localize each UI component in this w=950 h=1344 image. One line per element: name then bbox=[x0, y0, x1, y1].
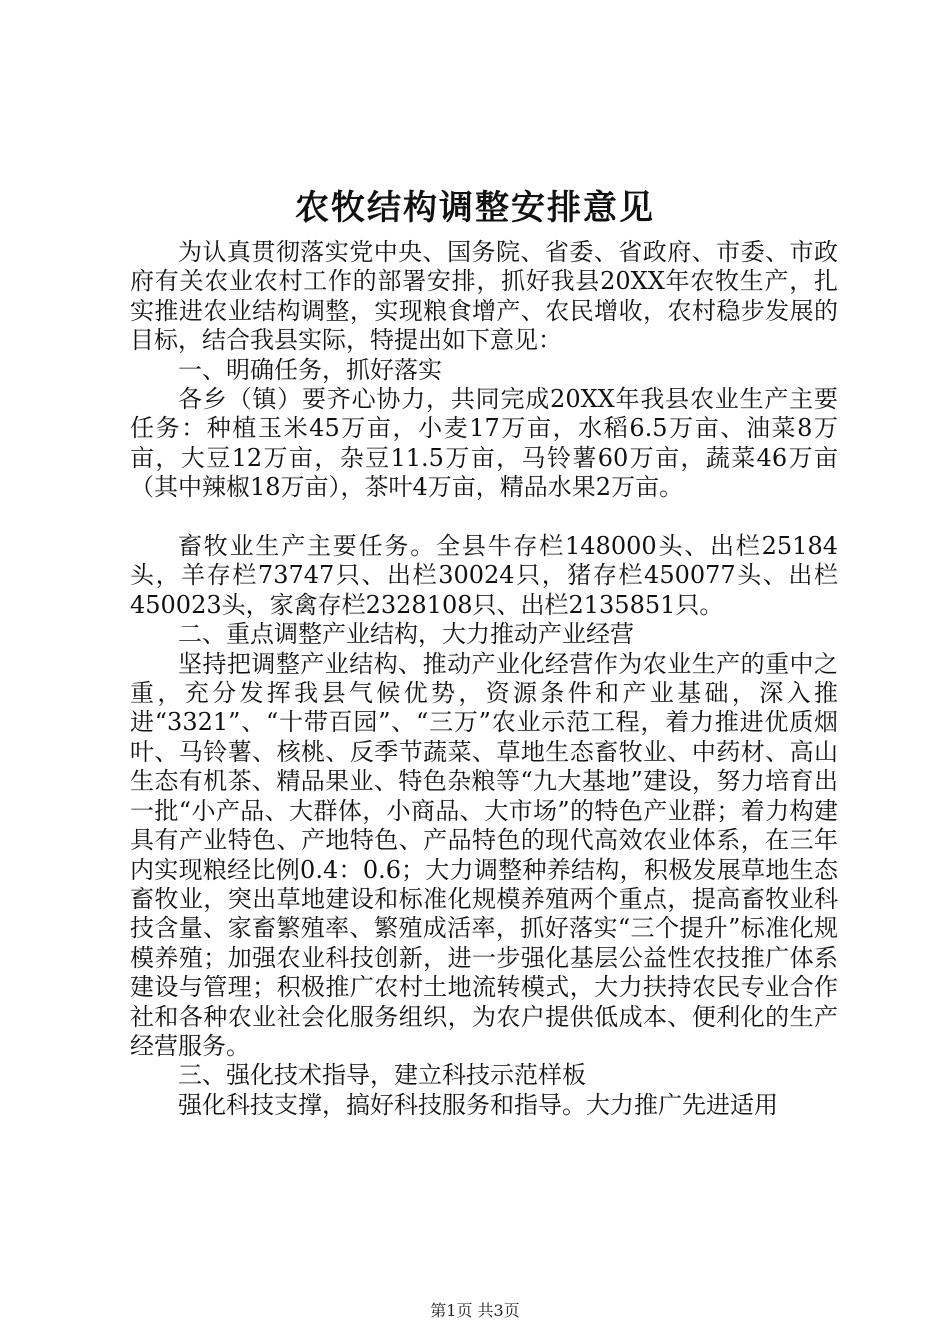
blank-line bbox=[130, 503, 838, 532]
section-heading-1: 一、明确任务，抓好落实 bbox=[178, 355, 442, 384]
paragraph-tech-support: 强化科技支撑，搞好科技服务和指导。大力推广先进适用 bbox=[178, 1090, 778, 1119]
page-number: 第1页 共3页 bbox=[430, 1301, 520, 1320]
paragraph-livestock-tasks: 畜牧业生产主要任务。全县牛存栏148000头、出栏25184头，羊存栏73747只、出栏30024只，猪存栏450077头、出栏450023头，家禽存栏2328108只、出栏2135851只。 bbox=[130, 532, 838, 619]
document-title: 农牧结构调整安排意见 bbox=[295, 188, 655, 228]
paragraph-intro: 为认真贯彻落实党中央、国务院、省委、省政府、市委、市政府有关农业农村工作的部署安排，抓好我县20XX年农牧生产，扎实推进农业结构调整，实现粮食增产、农民增收，农村稳步发展的目标，结合我县实际，特提出如下意见： bbox=[130, 238, 838, 355]
document-body bbox=[130, 238, 838, 1120]
section-heading-3: 三、强化技术指导，建立科技示范样板 bbox=[178, 1061, 586, 1090]
paragraph-industry-structure: 坚持把调整产业结构、推动产业化经营作为农业生产的重中之重，充分发挥我县气候优势，资源条件和产业基础，深入推进“3321”、“十带百园”、“三万”农业示范工程，着力推进优质烟叶、马铃薯、核桃、反季节蔬菜、草地生态畜牧业、中药材、高山生态有机茶、精品果业、特色杂粮等“九大基地”建设，努力培育出一批“小产品、大群体，小商品、大市场”的特色产业群；着力构建具有产业特色、产地特色、产品特色的现代高效农业体系，在三年内实现粮经比例0.4：0.6；大力调整种养结构，积极发展草地生态畜牧业，突出草地建设和标准化规模养殖两个重点，提高畜牧业科技含量、家畜繁殖率、繁殖成活率，抓好落实“三个提升”标准化规模养殖；加强农业科技创新，进一步强化基层公益性农技推广体系建设与管理；积极推广农村土地流转模式，大力扶持农民专业合作社和各种农业社会化服务组织，为农户提供低成本、便利化的生产经营服务。 bbox=[130, 649, 838, 1060]
paragraph-crop-tasks: 各乡（镇）要齐心协力，共同完成20XX年我县农业生产主要任务：种植玉米45万亩，小麦17万亩，水稻6.5万亩、油菜8万亩，大豆12万亩，杂豆11.5万亩，马铃薯60万亩，蔬菜46万亩（其中辣椒18万亩），茶叶4万亩，精品水果2万亩。 bbox=[130, 385, 838, 502]
section-heading-2: 二、重点调整产业结构，大力推动产业经营 bbox=[178, 620, 634, 649]
